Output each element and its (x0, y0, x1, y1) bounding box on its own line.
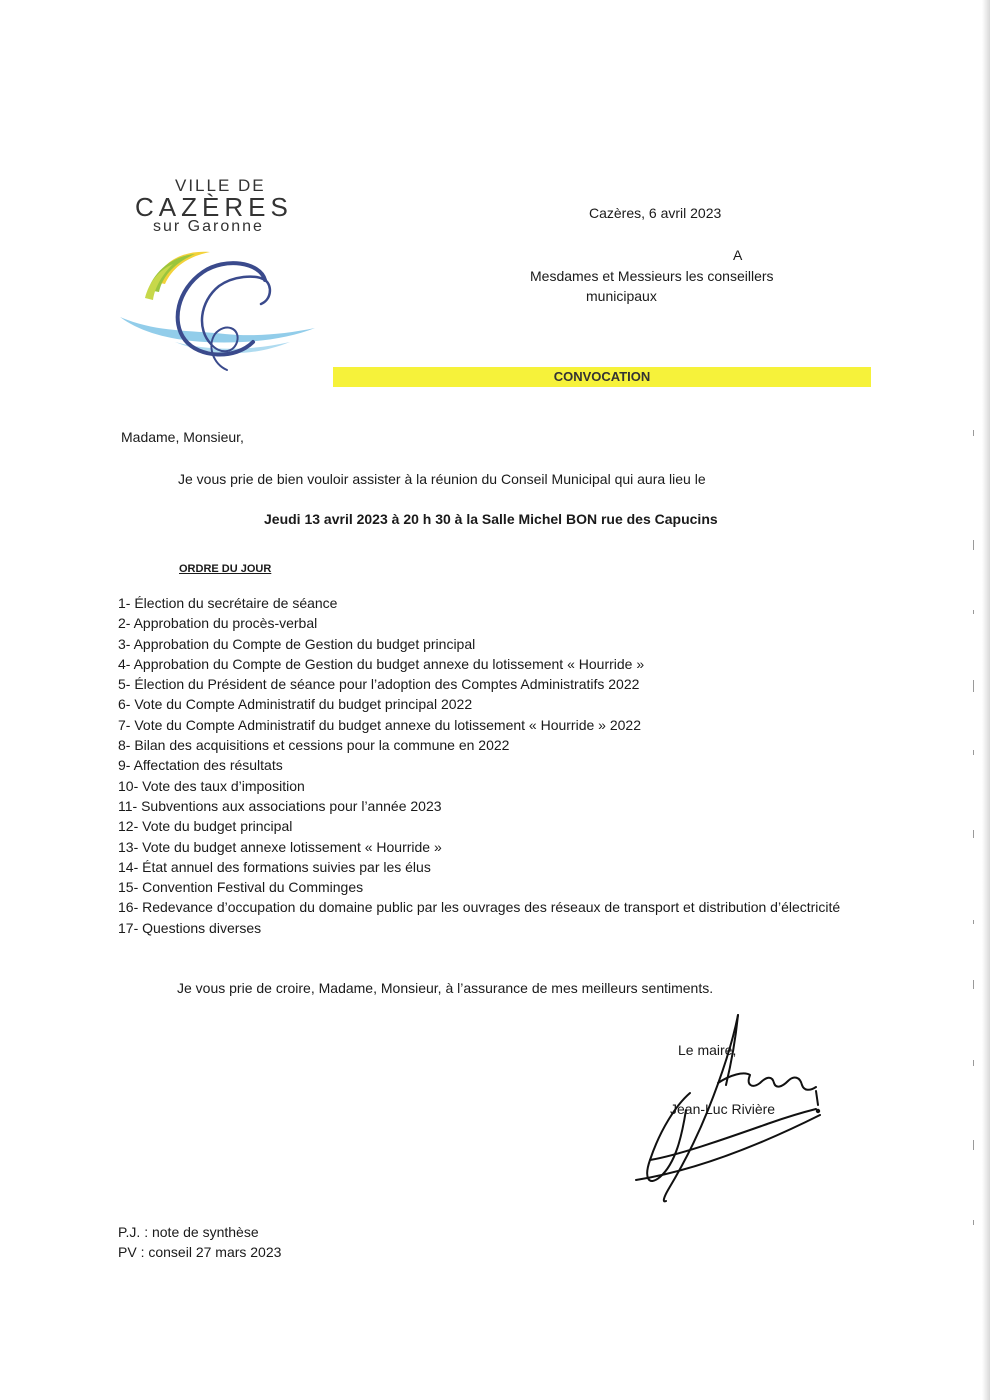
agenda-item: 3- Approbation du Compte de Gestion du budget principal (118, 635, 476, 652)
agenda-item: 17- Questions diverses (118, 919, 262, 936)
letter-date: Cazères, 6 avril 2023 (589, 205, 722, 221)
agenda-item: 7- Vote du Compte Administratif du budget annexe du lotissement « Hourride » 2022 (118, 716, 641, 733)
agenda-item: 16- Redevance d’occupation du domaine public par les ouvrages des réseaux de transport et distribution d’électricité (118, 899, 841, 916)
agenda-item: 11- Subventions aux associations pour l’année 2023 (118, 797, 442, 814)
scan-edge-marks (972, 420, 976, 1320)
agenda-item: 15- Convention Festival du Comminges (118, 879, 364, 896)
page-edge-shadow (982, 0, 990, 1400)
meeting-details: Jeudi 13 avril 2023 à 20 h 30 à la Salle Michel BON rue des Capucins (264, 511, 718, 527)
logo-emblem (115, 242, 325, 372)
salutation: Madame, Monsieur, (121, 429, 244, 445)
agenda-item: 9- Affectation des résultats (118, 757, 283, 774)
city-logo (115, 172, 325, 382)
agenda-item: 14- État annuel des formations suivies par les élus (118, 858, 431, 875)
recipient-line-1: Mesdames et Messieurs les conseillers (530, 268, 774, 284)
signatory-name: Jean-Luc Rivière (670, 1101, 776, 1117)
attachment-note: P.J. : note de synthèse (118, 1224, 259, 1240)
agenda-item: 13- Vote du budget annexe lotissement « Hourride » (118, 838, 442, 855)
handwritten-signature (620, 1005, 830, 1210)
agenda-item: 10- Vote des taux d’imposition (118, 777, 305, 794)
agenda-list (118, 593, 866, 938)
closing-sentence: Je vous prie de croire, Madame, Monsieur, à l’assurance de mes meilleurs sentiments. (177, 980, 714, 996)
recipient-prefix: A (733, 247, 743, 263)
agenda-item: 4- Approbation du Compte de Gestion du budget annexe du lotissement « Hourride » (118, 655, 645, 672)
agenda-item: 8- Bilan des acquisitions et cessions pour la commune en 2022 (118, 737, 510, 754)
agenda-item: 12- Vote du budget principal (118, 818, 293, 835)
signature-block (620, 1005, 830, 1210)
recipient-line-2: municipaux (586, 288, 657, 304)
logo-text-cazeres: CAZÈRES (135, 192, 293, 222)
agenda-item: 2- Approbation du procès-verbal (118, 615, 318, 632)
minutes-note: PV : conseil 27 mars 2023 (118, 1244, 282, 1260)
intro-paragraph: Je vous prie de bien vouloir assister à la réunion du Conseil Municipal qui aura lieu le (178, 471, 706, 487)
logo-text-sur-garonne: sur Garonne (153, 218, 264, 235)
logo-text-ville-de: VILLE DE (175, 176, 266, 195)
agenda-heading: ORDRE DU JOUR (179, 563, 272, 575)
signatory-title: Le maire, (678, 1042, 737, 1058)
convocation-title: CONVOCATION (553, 369, 651, 384)
convocation-highlight-bar (333, 367, 871, 387)
agenda-item: 6- Vote du Compte Administratif du budget principal 2022 (118, 696, 473, 713)
agenda-item: 5- Élection du Président de séance pour l’adoption des Comptes Administratifs 2022 (118, 676, 640, 693)
agenda-item: 1- Élection du secrétaire de séance (118, 595, 338, 611)
